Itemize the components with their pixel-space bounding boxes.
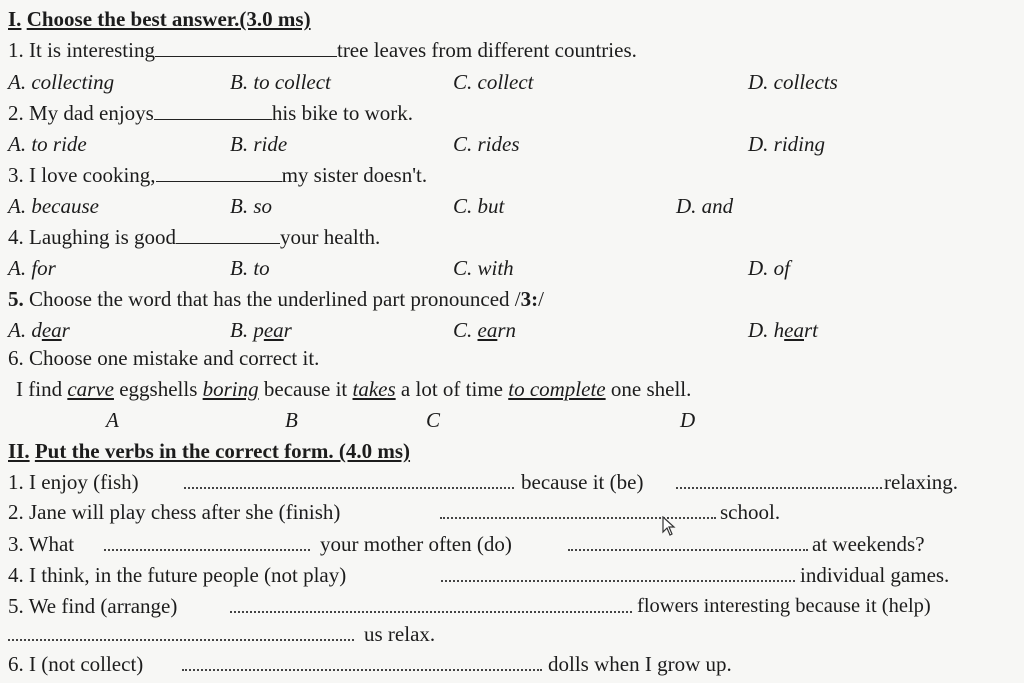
option-rest: r	[283, 318, 292, 342]
verb-q5-part1: 5. We find (arrange)	[8, 594, 178, 618]
question-text: Choose one mistake and correct it.	[29, 346, 320, 370]
question-number: 1.	[8, 38, 24, 62]
question-text: my sister doesn't.	[281, 163, 428, 187]
sentence-part: because it	[258, 377, 353, 401]
option-2c[interactable]: C. rides	[453, 132, 520, 156]
question-text: Laughing is good	[29, 225, 176, 249]
mistake-letter-c: C	[426, 408, 441, 432]
verb-q1-part1: 1. I enjoy (fish)	[8, 470, 139, 494]
verb-q3-blank1[interactable]	[104, 531, 310, 551]
verb-q5-part3: us relax.	[364, 622, 436, 646]
question-6-sentence	[16, 376, 691, 402]
question-3-stem	[8, 162, 427, 188]
verb-q5-blank2[interactable]	[8, 621, 354, 641]
option-1b[interactable]: B. to collect	[230, 70, 331, 94]
section-2-number: II.	[8, 439, 30, 463]
question-number: 4.	[8, 225, 24, 249]
verb-q1-part2: because it (be)	[521, 470, 644, 494]
question-1-stem	[8, 37, 637, 63]
verb-q3-part3: at weekends?	[812, 532, 925, 556]
mistake-option-d[interactable]: to complete	[508, 377, 606, 401]
section-1-heading	[8, 6, 311, 32]
underlined-part: ea	[263, 318, 284, 342]
sentence-part: one shell.	[605, 377, 692, 401]
underlined-part: ea	[784, 318, 804, 342]
option-4b[interactable]: B. to	[230, 256, 270, 280]
option-5c[interactable]	[453, 317, 516, 343]
option-2a[interactable]: A. to ride	[8, 132, 87, 156]
option-3c[interactable]: C. but	[453, 194, 505, 218]
verb-q5-part2: flowers interesting because it (help)	[637, 595, 931, 617]
option-5b[interactable]	[230, 317, 292, 343]
mouse-cursor-icon	[662, 516, 676, 536]
option-5d[interactable]	[748, 317, 818, 343]
option-3d[interactable]: D. and	[676, 194, 734, 218]
mistake-letter-d: D	[680, 408, 696, 432]
question-text: tree leaves from different countries.	[336, 38, 637, 62]
verb-q3-part1: 3. What	[8, 532, 75, 556]
verb-q1-part3: relaxing.	[884, 470, 959, 494]
question-text: Choose the word that has the underlined part pronounced /	[29, 287, 521, 311]
option-2b[interactable]: B. ride	[230, 132, 288, 156]
mistake-letter-b: B	[285, 408, 298, 432]
option-1a[interactable]: A. collecting	[8, 70, 115, 94]
verb-q6-blank1[interactable]	[182, 651, 542, 671]
phonetic-symbol: 3:	[520, 287, 539, 311]
verb-q5-blank1[interactable]	[230, 593, 632, 613]
section-2-title: Put the verbs in the correct form. (4.0 ms)	[34, 439, 411, 463]
verb-q4-part1: 4. I think, in the future people (not play)	[8, 563, 347, 587]
underlined-part: ea	[477, 318, 498, 342]
option-2d[interactable]: D. riding	[748, 132, 826, 156]
question-text: your health.	[280, 225, 381, 249]
verb-q1-blank1[interactable]	[184, 469, 514, 489]
verb-q6-part1: 6. I (not collect)	[8, 652, 144, 676]
option-label: C.	[453, 318, 478, 342]
verb-q3-blank2[interactable]	[568, 531, 808, 551]
verb-q6-part2: dolls when I grow up.	[548, 652, 732, 676]
question-number: 6.	[8, 346, 24, 370]
option-1c[interactable]: C. collect	[453, 70, 534, 94]
answer-blank[interactable]	[176, 225, 280, 244]
verb-q1-blank2[interactable]	[676, 469, 882, 489]
verb-q3-part2: your mother often (do)	[320, 532, 512, 556]
option-3b[interactable]: B. so	[230, 194, 272, 218]
option-label: D. h	[748, 318, 785, 342]
question-text: I love cooking,	[29, 163, 156, 187]
verb-q2-part1: 2. Jane will play chess after she (finish)	[8, 500, 341, 524]
option-rest: rt	[804, 318, 819, 342]
mistake-option-c[interactable]: takes	[352, 377, 396, 401]
question-6-stem	[8, 345, 319, 371]
mistake-option-b[interactable]: boring	[202, 377, 259, 401]
verb-q4-part2: individual games.	[800, 563, 950, 587]
question-text: It is interesting	[29, 38, 155, 62]
option-4d[interactable]: D. of	[748, 256, 790, 280]
option-1d[interactable]: D. collects	[748, 70, 838, 94]
phonetic-slash: /	[538, 287, 544, 311]
question-text: My dad enjoys	[29, 101, 154, 125]
mistake-option-a[interactable]: carve	[67, 377, 114, 401]
option-4a[interactable]: A. for	[8, 256, 56, 280]
verb-q2-part2: school.	[720, 500, 781, 524]
section-1-number: I.	[8, 7, 22, 31]
question-text: his bike to work.	[271, 101, 413, 125]
sentence-part: eggshells	[113, 377, 203, 401]
option-label: A. d	[8, 318, 42, 342]
option-4c[interactable]: C. with	[453, 256, 514, 280]
question-number: 2.	[8, 101, 24, 125]
answer-blank[interactable]	[155, 38, 337, 57]
sentence-part: a lot of time	[395, 377, 509, 401]
question-4-stem	[8, 224, 380, 250]
question-number: 5.	[8, 287, 24, 311]
question-5-stem	[8, 286, 544, 312]
answer-blank[interactable]	[154, 101, 272, 120]
option-rest: rn	[497, 318, 517, 342]
option-label: B. p	[230, 318, 264, 342]
underlined-part: ea	[41, 318, 62, 342]
mistake-letter-a: A	[106, 408, 119, 432]
option-5a[interactable]	[8, 317, 70, 343]
question-number: 3.	[8, 163, 24, 187]
section-1-title: Choose the best answer.(3.0 ms)	[26, 7, 311, 31]
sentence-part: I find	[16, 377, 68, 401]
option-3a[interactable]: A. because	[8, 194, 99, 218]
option-rest: r	[61, 318, 70, 342]
verb-q4-blank1[interactable]	[441, 562, 795, 582]
question-2-stem	[8, 100, 413, 126]
answer-blank[interactable]	[156, 163, 282, 182]
section-2-heading	[8, 438, 410, 464]
